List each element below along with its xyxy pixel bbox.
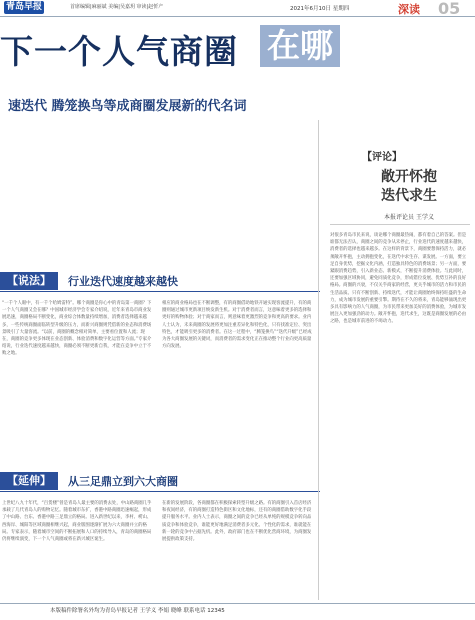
commentary-divider: [330, 224, 470, 225]
commentary-title: [364, 168, 454, 206]
section-title: 从三足鼎立到六大商圈: [68, 475, 178, 488]
issue-date: 2021年6月10日 星期四: [290, 6, 350, 12]
section-header-yanshen: [0, 472, 320, 490]
page-footer: 本版稿件除署名外均为青岛早报记者 王学义 李娟 晓峰 联系电话 12345: [50, 608, 225, 614]
article-column: 上世纪八九十年代，“百货楼”曾是青岛人最主要的消费去处，中山路商圈几乎承载了几代青岛人的购物记忆。随着城市东扩，香港中路商圈迅速崛起，形成了中山路、台东、香港中路三足鼎立的格局。进入新世纪以来，李村、崂山、西海岸、城阳等区域商圈相继兴起，商业版图逐渐扩展为六大商圈并立的格局。专家表示，随着城市空间的不断拓展和人口的持续导入，青岛的商圈格局仍将继续演变，下一个人气商圈或将在新兴城区诞生。: [2, 501, 152, 543]
headline-tag: 在哪: [260, 25, 340, 67]
headline-title: 下一个人气商圈: [0, 32, 238, 71]
column-divider: [318, 120, 319, 600]
commentary-title-line: 迭代求生: [381, 188, 437, 204]
article-column: “一千个人眼中，有一千个哈姆雷特”。哪个商圈是你心中的青岛第一商圈？下一个人气商圈又会在哪？中国城市经济学会专家介绍说，近年来青岛市商业发展迅速，商圈格局不断变化，商业综合体数量持续增加，消费者选择越来越多，一些传统商圈面临转型升级的压力，而新兴商圈则凭借新的业态和消费场景吸引了大量客流。“以前，商圈的概念相对简单，主要看位置和人流；现在，商圈的竞争更多体现在业态创新、体验消费和数字化运营等方面。”专家介绍说，行业迭代速度越来越快，商圈必须不断更新自我，才能在竞争中立于不败之地。: [2, 301, 152, 357]
footer-divider: [0, 603, 475, 604]
article-column: 相应的商业格局也在不断调整，有的商圈借助地铁开通实现客流提升，有的商圈则通过城市更新项目焕发新生机。对于消费者而言，这意味着更多的选择和更好的购物体验；对于商家而言，则意味着更激烈的竞争和更高的要求。业内人士认为，未来商圈的发展将更加注重差异化和特色化，只有找准定位、突出特色，才能吸引更多的消费者。在这一过程中，“腾笼换鸟”“迭代升级”已经成为各大商圈发展的关键词，而消费者的需求变化正在推动整个行业向更高质量方向发展。: [162, 301, 312, 350]
section-divider: [0, 291, 320, 292]
section-header-shuofa: [0, 272, 320, 290]
commentary-title-line: 敞开怀抱: [381, 169, 437, 185]
section-title: 行业迭代速度越来越快: [68, 275, 178, 288]
section-brand: 深读: [398, 3, 420, 16]
commentary-author: 本报评论员 王学义: [384, 214, 434, 221]
section-divider: [0, 491, 320, 492]
page-number: 05: [438, 0, 461, 18]
section-label: 【延伸】: [0, 472, 58, 490]
commentary-label: 【评论】: [362, 152, 402, 163]
article-column: 在新的发展阶段，各商圈都在积极探索转型升级之路。有的商圈引入首店经济和夜间经济，有的商圈打造特色街区和文化地标，还有的商圈借助数字化手段提升服务水平。业内人士表示，商圈之间的竞争已经从单纯的规模竞争转向品质竞争和体验竞争，谁能更好地满足消费者多元化、个性化的需求，谁就能在新一轮的竞争中占据先机。此外，政府部门也在不断优化营商环境，为商圈发展提供政策支持。: [162, 501, 312, 543]
section-label: 【说法】: [0, 272, 58, 290]
newspaper-logo: 青岛早报: [5, 2, 42, 12]
commentary-body: 对很多青岛市民来说，谈论哪个商圈最热闹，都有着自己的答案。但是谁都无法否认，商圈之间的竞争从未停止，行业迭代的速度越来越快，消费者的选择也越来越多。在这样的背景下，商圈要想保持活力，就必须敞开怀抱，主动拥抱变化，在迭代中求生存、谋发展。一方面，要立足自身优势，挖掘文化内涵，打造独具特色的消费场景；另一方面，要紧跟消费趋势，引入新业态、新模式，不断提升消费体验。与此同时，还要加强区域协同，避免同质化竞争，形成错位发展、优势互补的良好格局。商圈的兴衰，不仅关乎商家的经营，更关乎城市的活力和市民的生活品质。只有不断创新、持续迭代，才能让商圈始终保持旺盛的生命力，成为城市发展的重要引擎。期待在不久的将来，青岛能够涌现出更多具有影响力的人气商圈，为市民带来更加美好的消费体验，为城市发展注入更加强劲的动力。敞开怀抱，迭代求生，这既是商圈发展的必由之路，也是城市前进的不竭动力。: [330, 233, 467, 325]
headline-subtitle: 速迭代 腾笼换鸟等成商圈发展新的代名词: [8, 99, 247, 114]
editor-credits: 首席编辑|麻丽斌 美编|吴嘉玥 审读|赵忻产: [70, 4, 164, 10]
